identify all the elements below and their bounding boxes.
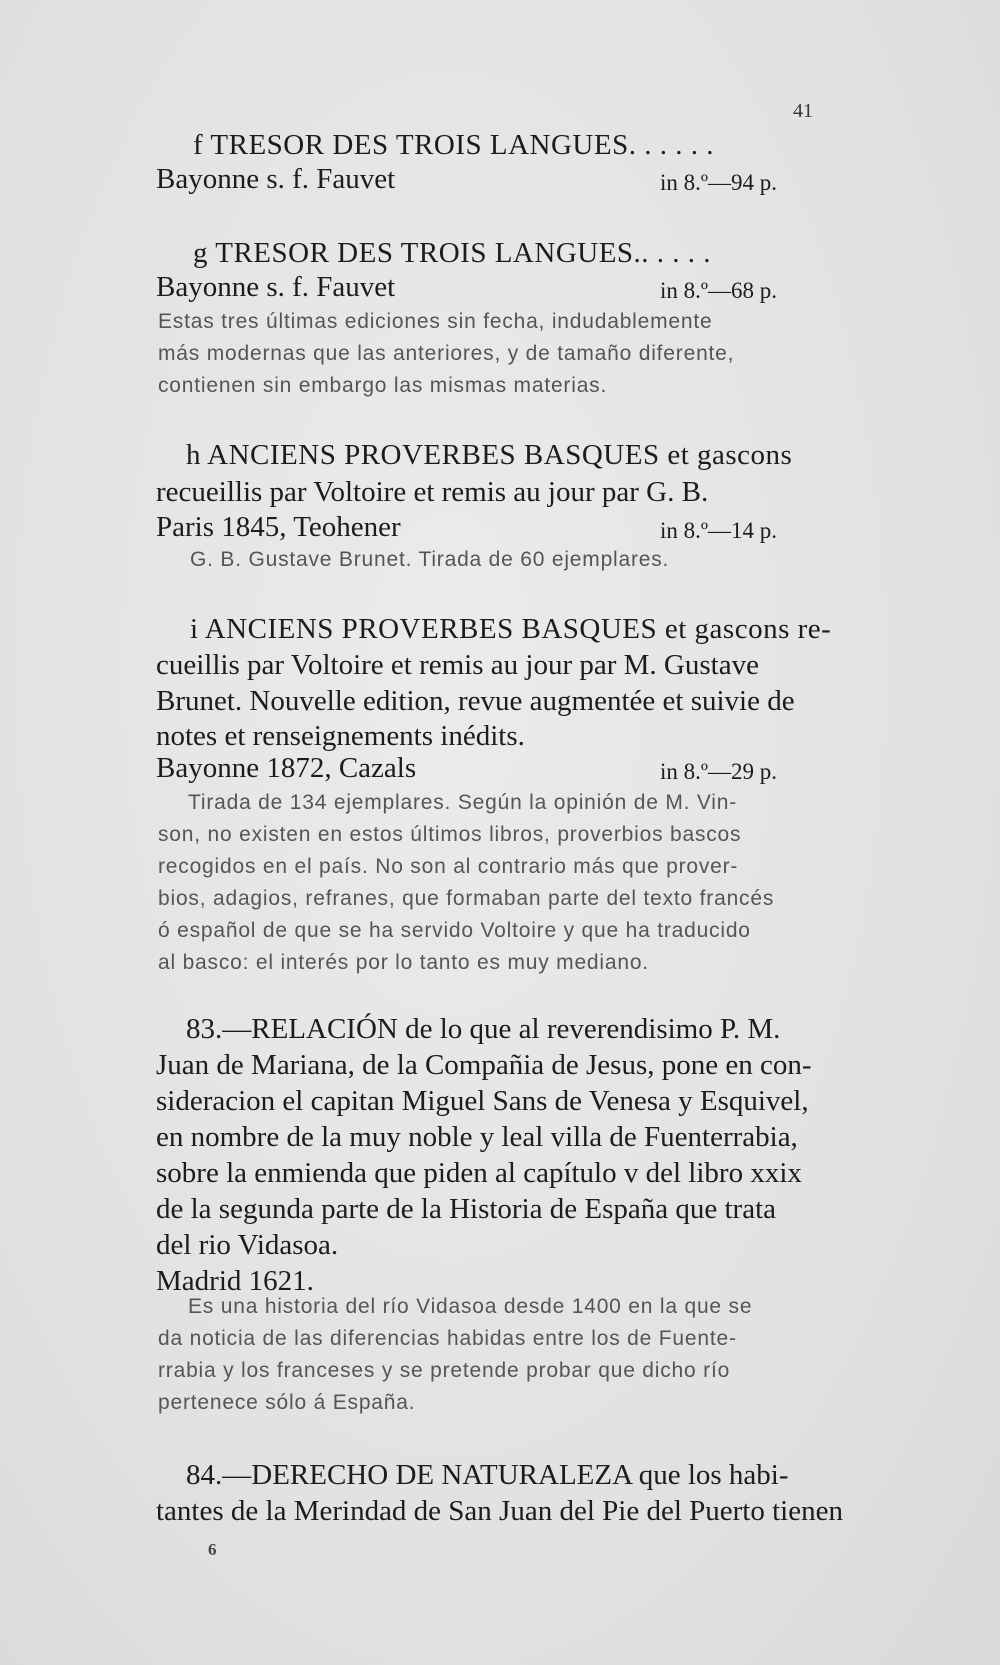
entry-83-line: del rio Vidasoa. (156, 1229, 339, 1261)
entry-h-imprint: Paris 1845, Teohener (156, 511, 401, 543)
entry-84-heading: 84.—DERECHO DE NATURALEZA que los habi- (186, 1459, 789, 1491)
entry-number: 83. (186, 1013, 223, 1045)
entry-h-format: in 8.º—14 p. (660, 518, 778, 543)
entry-i-note-line: recogidos en el país. No son al contrario más que prover- (158, 855, 739, 878)
entry-i-note-line: al basco: el interés por lo tanto es muy mediano. (158, 951, 649, 974)
entry-f-title: f TRESOR DES TROIS LANGUES. . . . . . (193, 129, 714, 161)
entry-g-format: in 8.º—68 p. (660, 278, 778, 303)
entry-i-note-line: Tirada de 134 ejemplares. Según la opinión de M. Vin- (188, 791, 738, 814)
entry-number: 84. (186, 1459, 223, 1491)
entry-g-title: g TRESOR DES TROIS LANGUES.. . . . . (193, 237, 712, 269)
entry-i-note-line: son, no existen en estos últimos libros, proverbios bascos (158, 823, 742, 846)
entry-83-line: sobre la enmienda que piden al capítulo v del libro xxix (156, 1157, 802, 1189)
entry-83-heading: 83.—RELACIÓN de lo que al reverendisimo P. M. (186, 1013, 781, 1045)
entry-83-note-line: pertenece sólo á España. (158, 1391, 416, 1414)
entry-i-note-line: bios, adagios, refranes, que formaban parte del texto francés (158, 887, 775, 910)
entry-h-title: h ANCIENS PROVERBES BASQUES et gascons (186, 439, 793, 471)
entry-letter: h (186, 439, 201, 471)
entry-letter: i (190, 613, 199, 645)
signature-mark: 6 (208, 1540, 217, 1559)
entry-g-note-line: Estas tres últimas ediciones sin fecha, indudablemente (158, 310, 713, 333)
entry-83-note-line: da noticia de las diferencias habidas entre los de Fuente- (158, 1327, 737, 1350)
entry-g-note-line: más modernas que las anteriores, y de tamaño diferente, (158, 342, 735, 365)
entry-83-line: de la segunda parte de la Historia de España que trata (156, 1193, 777, 1225)
entry-83-imprint: Madrid 1621. (156, 1265, 314, 1297)
entry-84-line: tantes de la Merindad de San Juan del Pie del Puerto tienen (156, 1495, 843, 1527)
entry-i-title-line: Brunet. Nouvelle edition, revue augmentée et suivie de (156, 685, 795, 717)
entry-g-note-line: contienen sin embargo las mismas materias. (158, 374, 608, 397)
entry-i-note-line: ó español de que se ha servido Voltoire y que ha traducido (158, 919, 751, 942)
entry-g-imprint: Bayonne s. f. Fauvet (156, 271, 396, 303)
entry-h-title-line: recueillis par Voltoire et remis au jour par G. B. (156, 476, 709, 508)
entry-83-note-line: Es una historia del río Vidasoa desde 1400 en la que se (188, 1295, 753, 1318)
entry-i-title-line: notes et renseignements inédits. (156, 720, 525, 752)
page-number: 41 (793, 100, 813, 122)
entry-83-line: sideracion el capitan Miguel Sans de Venesa y Esquivel, (156, 1085, 809, 1117)
entry-h-note-line: G. B. Gustave Brunet. Tirada de 60 ejemplares. (190, 548, 670, 571)
entry-letter: f (193, 129, 204, 161)
entry-83-note-line: rrabia y los franceses y se pretende probar que dicho río (158, 1359, 731, 1382)
entry-i-title: i ANCIENS PROVERBES BASQUES et gascons re- (190, 613, 832, 645)
entry-letter: g (193, 237, 208, 269)
entry-f-imprint: Bayonne s. f. Fauvet (156, 163, 396, 195)
entry-83-line: en nombre de la muy noble y leal villa de Fuenterrabia, (156, 1121, 798, 1153)
entry-83-line: Juan de Mariana, de la Compañia de Jesus, pone en con- (156, 1049, 812, 1081)
entry-f-format: in 8.º—94 p. (660, 170, 778, 195)
entry-i-title-line: cueillis par Voltoire et remis au jour par M. Gustave (156, 649, 759, 681)
entry-i-format: in 8.º—29 p. (660, 759, 778, 784)
entry-i-imprint: Bayonne 1872, Cazals (156, 752, 417, 784)
